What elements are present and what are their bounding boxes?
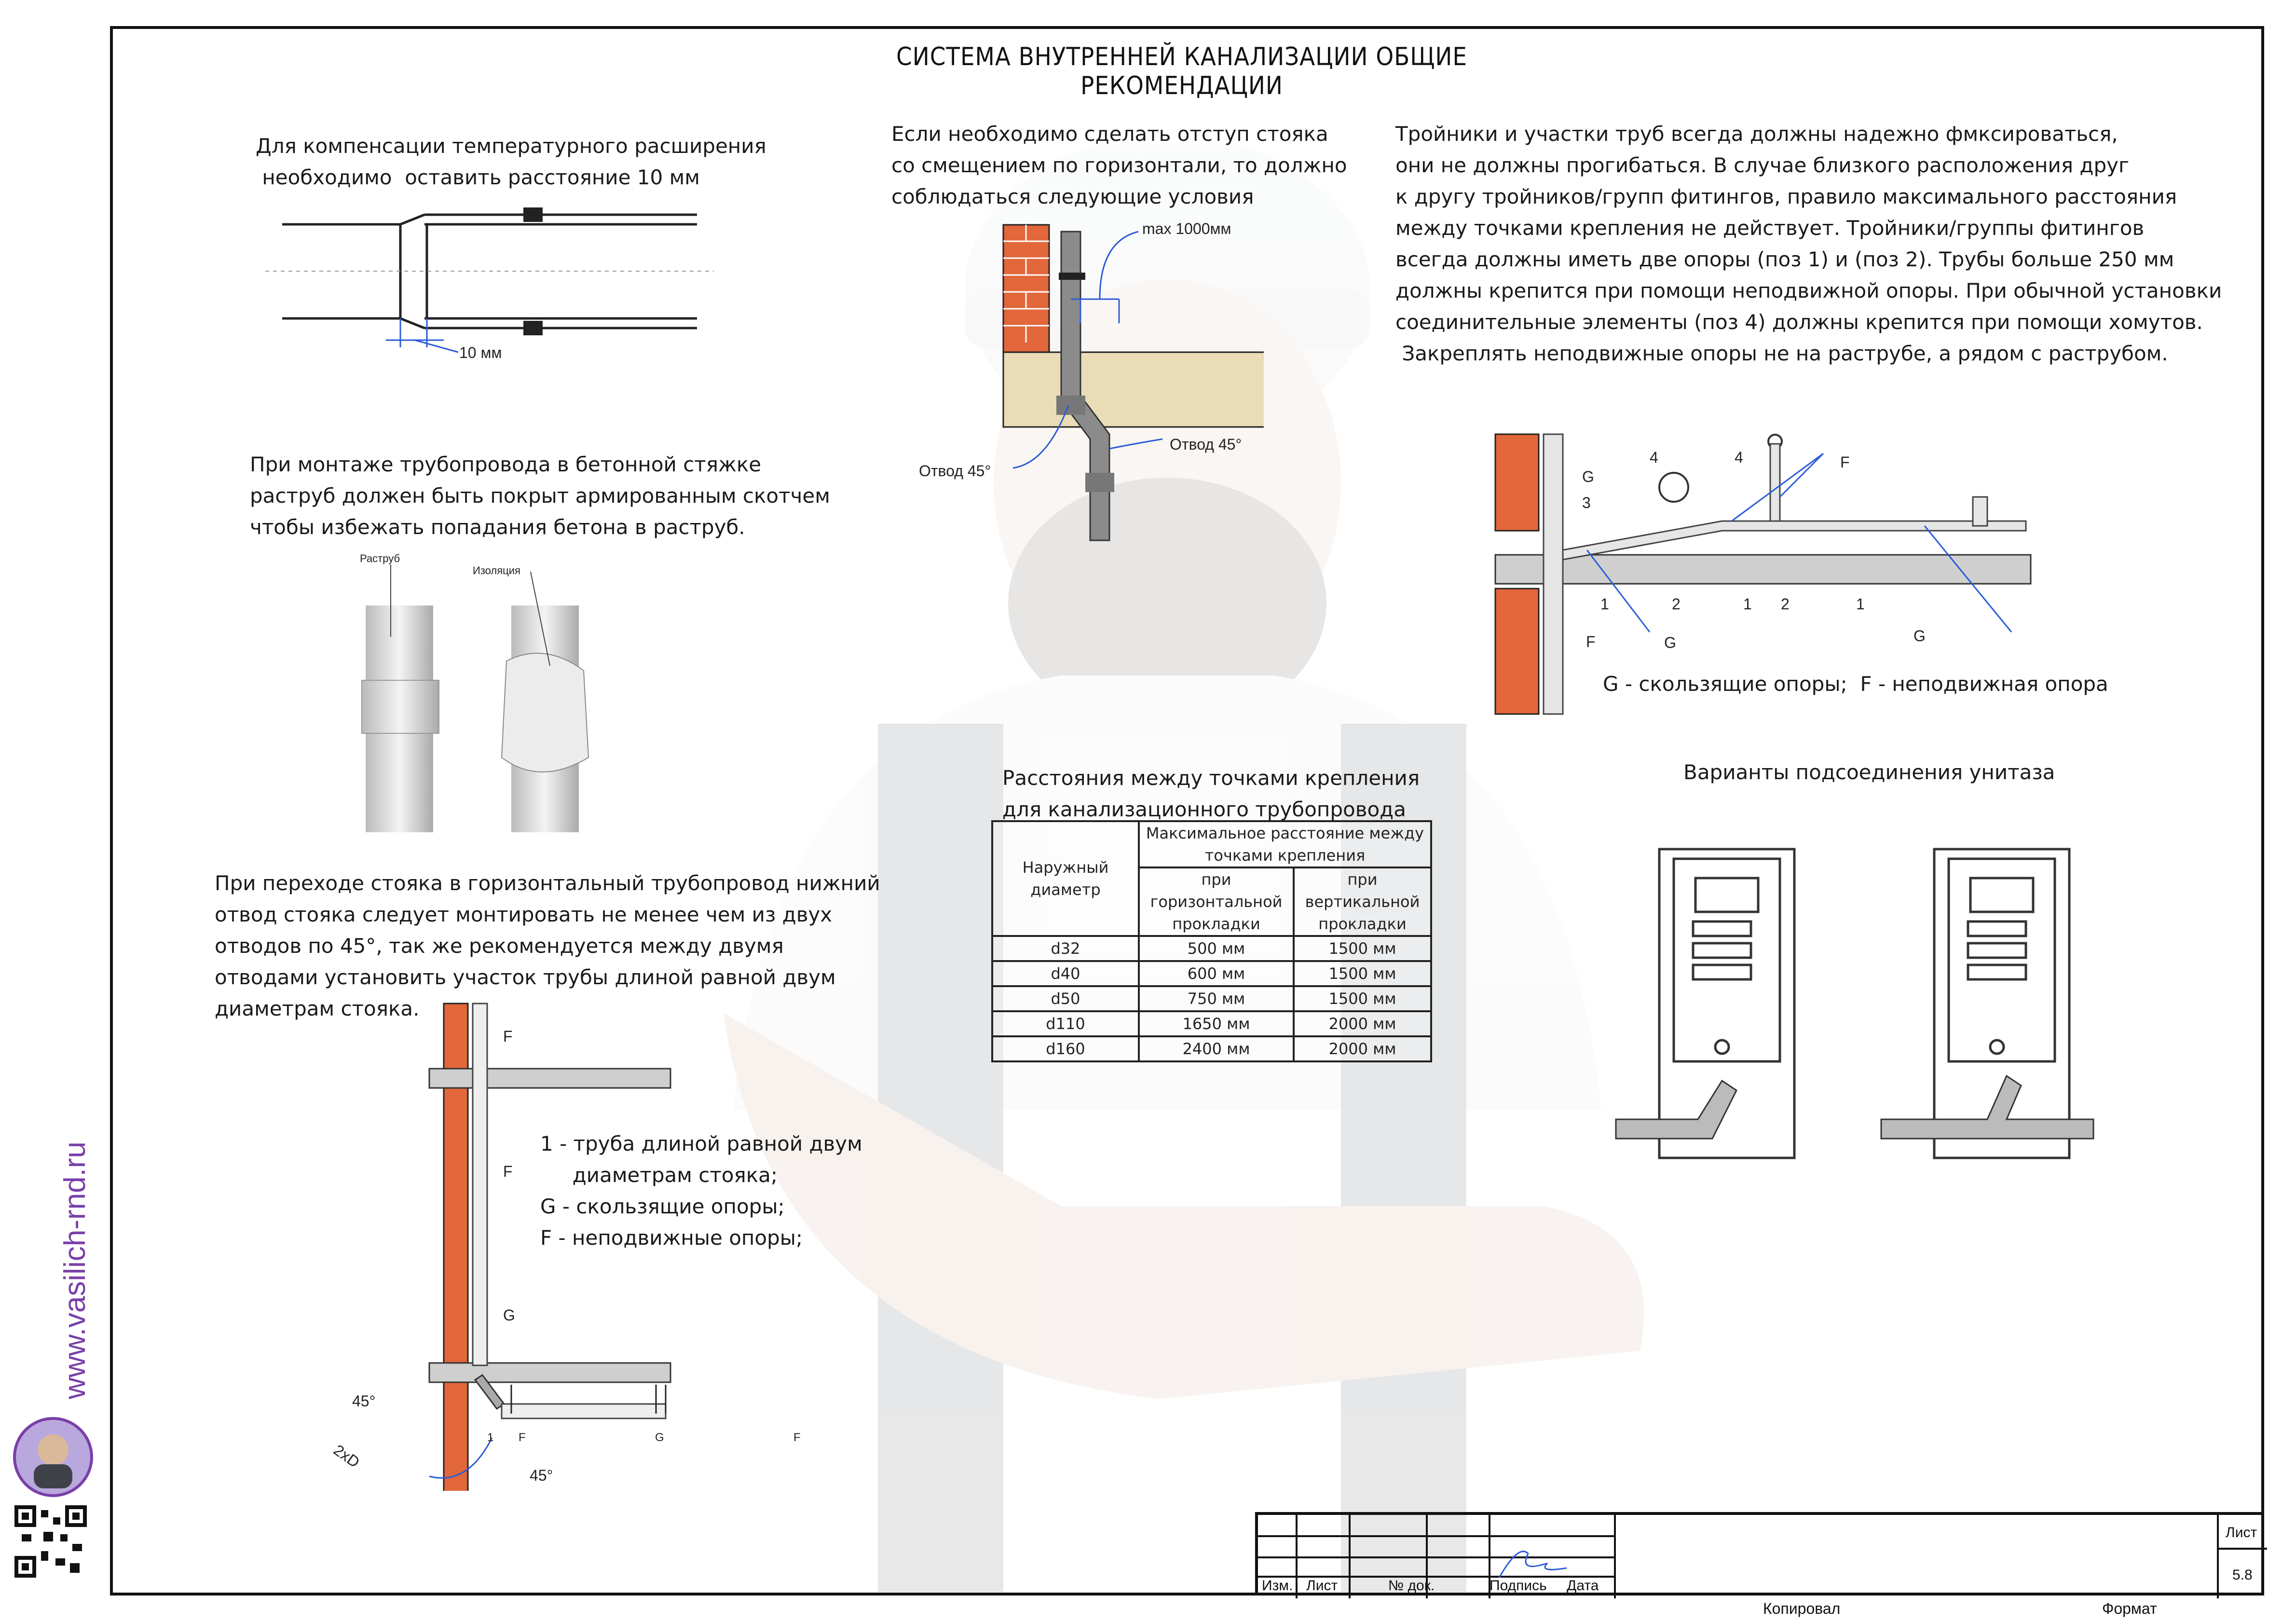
tees-label-g-right: G bbox=[1913, 627, 1926, 645]
toilet-diagram bbox=[1611, 839, 2113, 1182]
transition-label-2xd: 2xD bbox=[330, 1441, 363, 1472]
tees-label-3: 3 bbox=[1582, 494, 1591, 511]
table-row bbox=[992, 986, 1431, 1011]
concrete-insulation-label: Изоляция bbox=[473, 564, 520, 577]
table-cell: d32 bbox=[992, 936, 1139, 961]
qr-code-icon bbox=[14, 1505, 87, 1578]
author-avatar-icon bbox=[12, 1416, 94, 1498]
table-cell: 1500 мм bbox=[1294, 936, 1431, 961]
tees-label-2a: 2 bbox=[1672, 595, 1681, 613]
transition-label-f2: F bbox=[503, 1163, 513, 1180]
stamp-format: Формат bbox=[2102, 1600, 2157, 1617]
toilet-title: Варианты подсоединения унитаза bbox=[1683, 760, 2055, 784]
stamp-list: Лист bbox=[1306, 1578, 1338, 1594]
transition-label-g2: G bbox=[655, 1431, 664, 1444]
table-caption: Расстояния между точками крепления для канализационного трубопровода bbox=[1002, 766, 1420, 821]
tees-label-f-top: F bbox=[1840, 454, 1850, 471]
page-title: СИСТЕМА ВНУТРЕННЕЙ КАНАЛИЗАЦИИ ОБЩИЕ РЕКОМЕНДАЦИИ bbox=[896, 42, 1467, 100]
title-block bbox=[1255, 1512, 2264, 1595]
stamp-izm: Изм. bbox=[1262, 1578, 1293, 1594]
table-row bbox=[992, 1036, 1431, 1061]
transition-label-45b: 45° bbox=[530, 1467, 553, 1484]
transition-label-f4: F bbox=[793, 1431, 801, 1444]
expansion-text: Для компенсации температурного расширения необходимо оставить расстояние 10 мм bbox=[256, 134, 766, 189]
tees-label-2b: 2 bbox=[1781, 595, 1790, 613]
website-link[interactable]: www.vasilich-rnd.ru bbox=[58, 1141, 92, 1399]
table-header-vertical: при вертикальной прокладки bbox=[1294, 867, 1431, 936]
table-cell: 2000 мм bbox=[1294, 1011, 1431, 1036]
table-cell: 500 мм bbox=[1139, 936, 1294, 961]
table-cell: 1500 мм bbox=[1294, 986, 1431, 1011]
table-cell: 2400 мм bbox=[1139, 1036, 1294, 1061]
offset-diagram bbox=[907, 222, 1264, 560]
tees-label-g-bottom: G bbox=[1664, 634, 1676, 651]
table-cell: d40 bbox=[992, 961, 1139, 986]
concrete-text: При монтаже трубопровода в бетонной стяжке раструб должен быть покрыт армированным скотчем чтобы избежать попадания бетона в раструб. bbox=[250, 453, 830, 539]
tees-label-1c: 1 bbox=[1856, 595, 1865, 613]
stamp-sheet-number: 5.8 bbox=[2232, 1567, 2253, 1583]
tees-label-4a: 4 bbox=[1650, 449, 1658, 466]
table-cell: 1650 мм bbox=[1139, 1011, 1294, 1036]
tees-label-1b: 1 bbox=[1743, 595, 1752, 613]
table-row bbox=[992, 936, 1431, 961]
table-cell: 1500 мм bbox=[1294, 961, 1431, 986]
concrete-diagram bbox=[357, 555, 598, 835]
tees-label-g-top: G bbox=[1582, 468, 1594, 485]
table-row bbox=[992, 961, 1431, 986]
expansion-diagram bbox=[260, 203, 724, 367]
transition-label-f1: F bbox=[503, 1028, 513, 1045]
stamp-date: Дата bbox=[1567, 1578, 1599, 1594]
expansion-dim-label: 10 мм bbox=[459, 344, 502, 361]
tees-legend: G - скользящие опоры; F - неподвижная опора bbox=[1603, 672, 2108, 696]
tees-label-f-bottom: F bbox=[1586, 633, 1596, 650]
mount-distance-table bbox=[991, 820, 1432, 1062]
tees-text: Тройники и участки труб всегда должны надежно фмксироваться, они не должны прогибаться. В случае близкого расположения друг к другу тройников/групп фитингов, правило максимального расстояния между точками крепления не действует. Тройники/группы фитингов всегда должны иметь две опоры (поз 1) и (поз 2). Трубы больше 250 мм должны крепится при помощи неподвижной опоры. При обычной установки соединительные элементы (поз 4) должны крепится при помощи хомутов. Закреплять неподвижные опоры не на раструбе, а рядом с раструбом. bbox=[1395, 122, 2222, 365]
table-cell: d160 bbox=[992, 1036, 1139, 1061]
offset-elbow-right-label: Отвод 45° bbox=[1170, 436, 1242, 453]
transition-legend: 1 - труба длиной равной двум диаметрам стояка; G - скользящие опоры; F - неподвижные опоры; bbox=[540, 1132, 862, 1250]
stamp-doc: № док. bbox=[1388, 1578, 1435, 1594]
tees-label-4b: 4 bbox=[1735, 449, 1743, 466]
concrete-socket-label: Раструб bbox=[360, 552, 400, 564]
offset-text: Если необходимо сделать отступ стояка со смещением по горизонтали, то должно соблюдаться следующие условия bbox=[891, 122, 1347, 208]
offset-max-label: max 1000мм bbox=[1142, 220, 1231, 237]
transition-label-f3: F bbox=[519, 1431, 526, 1444]
table-cell: d110 bbox=[992, 1011, 1139, 1036]
tees-label-1a: 1 bbox=[1600, 595, 1609, 613]
stamp-sign: Подпись bbox=[1490, 1578, 1547, 1594]
transition-label-1: 1 bbox=[487, 1431, 494, 1444]
table-cell: 2000 мм bbox=[1294, 1036, 1431, 1061]
stamp-copied: Копировал bbox=[1763, 1600, 1841, 1617]
transition-label-g: G bbox=[503, 1307, 515, 1324]
offset-elbow-left-label: Отвод 45° bbox=[919, 462, 991, 480]
table-header-horizontal: при горизонтальной прокладки bbox=[1139, 867, 1294, 936]
table-header-diameter: Наружный диаметр bbox=[992, 821, 1139, 936]
table-row bbox=[992, 1011, 1431, 1036]
stamp-sheet-label: Лист bbox=[2226, 1525, 2257, 1540]
table-cell: 750 мм bbox=[1139, 986, 1294, 1011]
table-cell: d50 bbox=[992, 986, 1139, 1011]
table-header-max: Максимальное расстояние между точками крепления bbox=[1139, 821, 1431, 867]
transition-label-45a: 45° bbox=[352, 1392, 376, 1410]
table-cell: 600 мм bbox=[1139, 961, 1294, 986]
transition-text: При переходе стояка в горизонтальный трубопровод нижний отвод стояка следует монтировать не менее чем из двух отводов по 45°, так же рекомендуется между двумя отводами установить участок трубы длиной равной двум диаметрам стояка. bbox=[215, 871, 880, 1020]
